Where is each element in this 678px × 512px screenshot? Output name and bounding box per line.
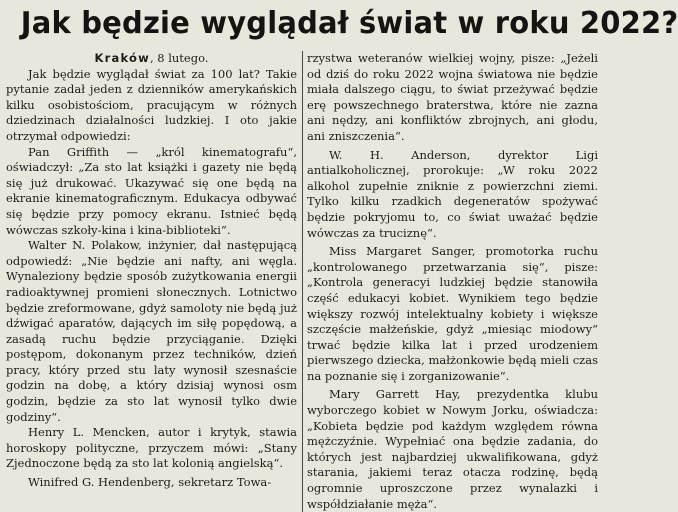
- dateline-city: Kraków: [94, 51, 150, 65]
- paragraph-hendenberg-start: Winifred G. Hendenberg, sekretarz Towa-: [28, 475, 272, 490]
- right-column: [302, 51, 598, 512]
- paragraph-mencken: Henry L. Mencken, autor i krytyk, stawia horoskopy polityczne, przyczem mówi: „Stany Zjednoczone będą za sto lat kolonią angielską“.: [6, 425, 297, 471]
- paragraph-intro: Jak będzie wyglądał świat za 100 lat? Takie pytanie zadał jeden z dzienników amerykańskich kilku osobistościom, pracującym w różnych dziedzinach działalności ludzkiej. I oto jakie otrzymał odpowiedzi:: [6, 66, 297, 143]
- headline: Jak będzie wyglądał świat w roku 2022?: [20, 6, 678, 41]
- left-column: [6, 51, 302, 512]
- paragraph-hendenberg-cont: rzystwa weteranów wielkiej wojny, pisze: „Jeżeli od dziś do roku 2022 wojna światowa nie będzie miała dalszego ciągu, to świat przeżywać będzie erę powszechnego braterstwa, które nie zazna ani nędzy, ani konfliktów zbrojnych, ani głodu, ani zniszczenia“.: [307, 51, 598, 143]
- paragraph-anderson: W. H. Anderson, dyrektor Ligi antialkoholicznej, prorokuje: „W roku 2022 alkohol zupełnie zniknie z powierzchni ziemi. Tylko kilku rzadkich degeneratów spożywać będzie pokryjomu to, co świat uważać będzie wówczas za truciznę“.: [307, 147, 598, 240]
- paragraph-polakow: Walter N. Polakow, inżynier, dał następującą odpowiedź: „Nie będzie ani nafty, ani węgla. Wynaleziony będzie sposób zużytkowania energii radioaktywnej promieni słonecznych. Lotnictwo będzie zreformowane, gdyż samoloty nie będą już dźwigać aparatów, dających im siłę popędową, a zasadą ruchu będzie przyciąganie. Dzięki postępom, dokonanym przez techników, dzień pracy, który przed stu laty wynosił szesnaście godzin na dobę, a który dzisiaj wynosi osm godzin, będzie za sto lat wynosił tylko dwie godziny“.: [6, 238, 297, 424]
- paragraph-sanger: Miss Margaret Sanger, promotorka ruchu „kontrolowanego przetwarzania się“, pisze: „Kontrola generacyi ludzkiej będzie stanowiła część edukacyi kobiet. Wynikiem tego będzie większy rozwój intelektualny kobiety i większe szczęście małżeńskie, gdyż „miesiąc miodowy“ trwać będzie kilka lat i przed urodzeniem pierwszego dziecka, małżonkowie będą mieli czas na poznanie się i zorganizowanie“.: [307, 244, 598, 383]
- paragraph-hay: Mary Garrett Hay, prezydentka klubu wyborczego kobiet w Nowym Jorku, oświadcza: „Kobieta będzie pod każdym względem równa mężczyźnie. Wypełniać ona będzie zadania, do których jest najbardziej ukwalifikowana, gdyż starania, jakiemi teraz otacza rodzinę, będą ogromnie uproszczone przez wynalazki i współdziałanie męża“.: [307, 387, 598, 511]
- dateline: [6, 51, 297, 67]
- article-body: [6, 51, 598, 512]
- dateline-date: , 8 lutego.: [149, 51, 209, 65]
- paragraph-griffith: Pan Griffith — „król kinematografu“, oświadczył: „Za sto lat książki i gazety nie będą się już drukować. Ukazywać się one będą na ekranie kinematograficznym. Edukacya odbywać się będzie przy pomocy ekranu. Istnieć będą wówczas szkoły-kina i kina-biblioteki“.: [6, 144, 297, 237]
